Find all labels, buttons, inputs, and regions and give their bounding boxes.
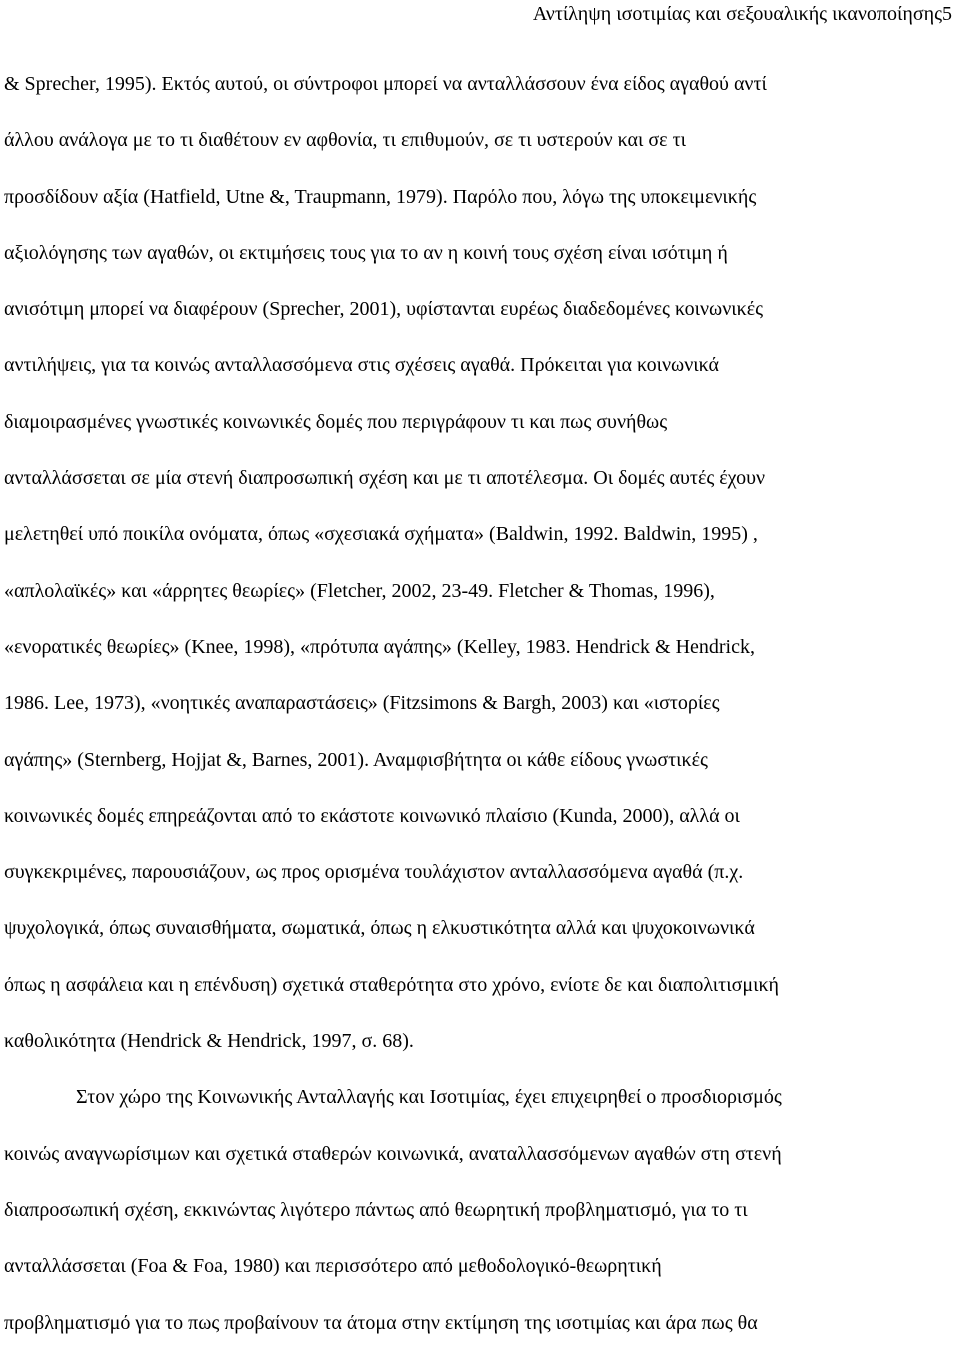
text-line: αγάπης» (Sternberg, Hojjat &, Barnes, 2001). Αναμφισβήτητα οι κάθε είδους γνωστικές	[4, 748, 708, 771]
text-line: ψυχολογικά, όπως συναισθήματα, σωματικά, όπως η ελκυστικότητα αλλά και ψυχοκοινωνικά	[4, 917, 755, 940]
text-line: & Sprecher, 1995). Εκτός αυτού, οι σύντροφοι μπορεί να ανταλλάσσουν ένα είδος αγαθού αντί	[4, 73, 767, 95]
text-line: κοινώς αναγνωρίσιμων και σχετικά σταθερών κοινωνικά, αναταλλασσόμενων αγαθών στη στενή	[4, 1142, 782, 1165]
text-line: συγκεκριμένες, παρουσιάζουν, ως προς ορισμένα τουλάχιστον ανταλλασσόμενα αγαθά (π.χ.	[4, 861, 744, 884]
text-line: προβληματισμό για το πως προβαίνουν τα άτομα στην εκτίμηση της ισοτιμίας και άρα πως θα	[4, 1311, 758, 1334]
running-header: Αντίληψη ισοτιμίας και σεξουαλικής ικανοποίησης5	[532, 3, 952, 25]
text-line: διαπροσωπική σχέση, εκκινώντας λιγότερο πάντως από θεωρητική προβληματισμό, για το τι	[4, 1198, 748, 1221]
page-body	[4, 56, 960, 1351]
text-line: άλλου ανάλογα με το τι διαθέτουν εν αφθονία, τι επιθυμούν, σε τι υστερούν και σε τι	[4, 129, 687, 152]
text-line: αξιολόγησης των αγαθών, οι εκτιμήσεις τους για το αν η κοινή τους σχέση είναι ισότιμη ή	[4, 241, 728, 264]
text-line: προσδίδουν αξία (Hatfield, Utne &, Traupmann, 1979). Παρόλο που, λόγω της υποκειμενικής	[4, 185, 757, 208]
text-line: αντιλήψεις, για τα κοινώς ανταλλασσόμενα στις σχέσεις αγαθά. Πρόκειται για κοινωνικά	[4, 354, 720, 377]
text-line: ανταλλάσσεται (Foa & Foa, 1980) και περισσότερο από μεθοδολογικό-θεωρητική	[4, 1255, 662, 1278]
text-line: διαμοιρασμένες γνωστικές κοινωνικές δομές που περιγράφουν τι και πως συνήθως	[4, 410, 668, 433]
text-line: ανταλλάσσεται σε μία στενή διαπροσωπική σχέση και με τι αποτέλεσμα. Οι δομές αυτές έχουν	[4, 467, 766, 490]
text-line: καθολικότητα (Hendrick & Hendrick, 1997, σ. 68).	[4, 1030, 414, 1053]
text-line: μελετηθεί υπό ποικίλα ονόματα, όπως «σχεσιακά σχήματα» (Baldwin, 1992. Baldwin, 1995) ,	[4, 523, 758, 546]
text-line: 1986. Lee, 1973), «νοητικές αναπαραστάσεις» (Fitzsimons & Bargh, 2003) και «ιστορίες	[4, 692, 720, 715]
text-line: όπως η ασφάλεια και η επένδυση) σχετικά σταθερότητα στο χρόνο, ενίοτε δε και διαπολιτισμική	[4, 973, 779, 996]
text-line: κοινωνικές δομές επηρεάζονται από το εκάστοτε κοινωνικό πλαίσιο (Kunda, 2000), αλλά οι	[4, 804, 740, 827]
paragraph-start-line: Στον χώρο της Κοινωνικής Ανταλλαγής και Ισοτιμίας, έχει επιχειρηθεί ο προσδιορισμός	[76, 1086, 782, 1109]
text-line: ανισότιμη μπορεί να διαφέρουν (Sprecher, 2001), υφίστανται ευρέως διαδεδομένες κοινωνικές	[4, 298, 764, 321]
text-line: «ενορατικές θεωρίες» (Knee, 1998), «πρότυπα αγάπης» (Kelley, 1983. Hendrick & Hendrick,	[4, 635, 755, 658]
text-line: «απλολαϊκές» και «άρρητες θεωρίες» (Fletcher, 2002, 23-49. Fletcher & Thomas, 1996),	[4, 579, 715, 602]
